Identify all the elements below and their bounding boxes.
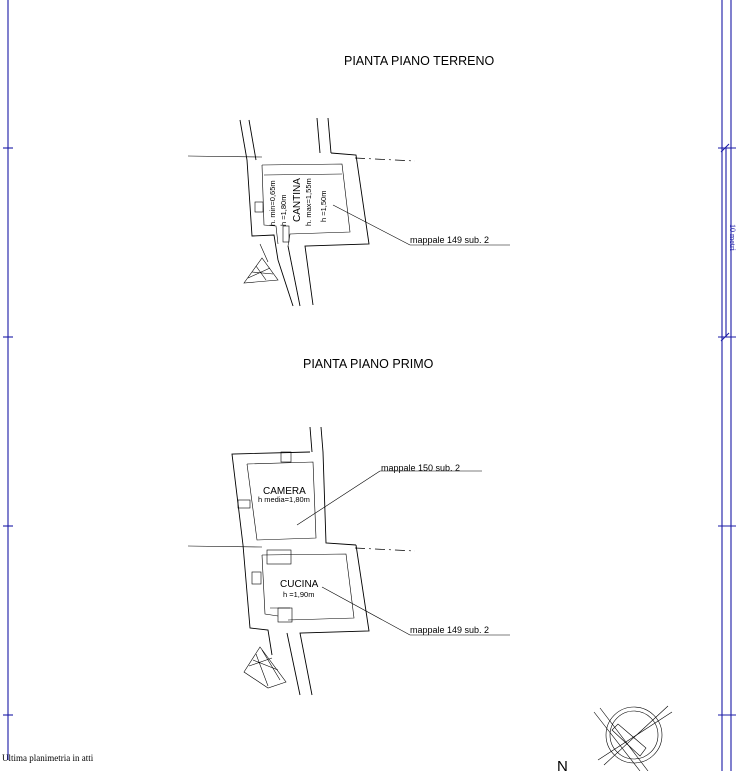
ground-floor-title: PIANTA PIANO TERRENO	[344, 54, 495, 68]
sheet-frame	[3, 0, 736, 771]
footer-note: Ultima planimetria in atti	[2, 753, 94, 763]
ground-floor-parcel: mappale 149 sub. 2	[410, 235, 490, 245]
cantina-h-right: h =1,50m	[319, 190, 328, 222]
first-floor-plan	[188, 427, 510, 695]
first-floor-parcel-upper: mappale 150 sub. 2	[381, 463, 461, 473]
cantina-h-left: h =1,80m	[279, 194, 288, 226]
cucina-height: h =1,90m	[283, 590, 315, 599]
first-floor-title: PIANTA PIANO PRIMO	[303, 357, 434, 371]
ground-floor-plan	[188, 118, 510, 306]
first-floor-parcel-lower: mappale 149 sub. 2	[410, 625, 490, 635]
camera-height: h media=1,80m	[258, 495, 310, 504]
camera-label: CAMERA	[263, 486, 306, 497]
cantina-h-min: h. min=0,65m	[268, 180, 277, 226]
scale-bar	[721, 144, 737, 341]
scale-bar-label: 10 metri	[728, 224, 737, 251]
north-arrow-icon	[594, 706, 672, 771]
cantina-label: CANTINA	[292, 178, 303, 222]
north-label: N	[557, 758, 568, 771]
cucina-label: CUCINA	[280, 579, 319, 590]
cantina-h-max: h. max=1,55m	[304, 178, 313, 226]
